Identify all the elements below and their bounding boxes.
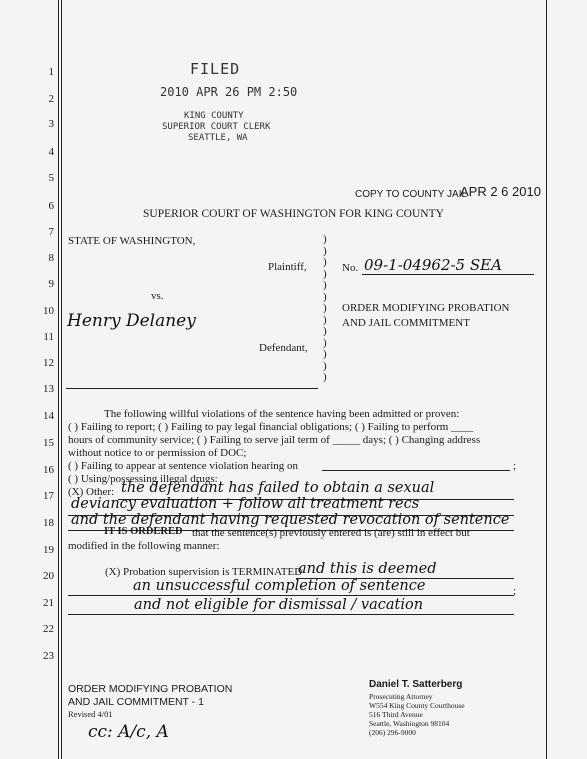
violations-other-label: (X) Other: xyxy=(68,486,115,498)
line-number: 2 xyxy=(48,93,54,105)
line-number: 16 xyxy=(43,464,54,476)
defendant-name-handwritten: Henry Delaney xyxy=(67,311,196,331)
probation-handwritten-line3: and not eligible for dismissal / vacation xyxy=(134,597,424,613)
line-number: 10 xyxy=(43,305,54,317)
probation-line3-rule xyxy=(68,614,514,615)
filed-stamp-title: FILED xyxy=(190,60,241,78)
line-number: 1 xyxy=(48,66,54,78)
violations-line5: ( ) Using/possessing illegal drugs: xyxy=(68,473,218,485)
probation-end: ; xyxy=(513,585,517,597)
violations-intro: The following willful violations of the sentence having been admitted or proven: xyxy=(104,408,460,420)
violations-line4: ( ) Failing to appear at sentence violation hearing on xyxy=(68,460,299,472)
line-number: 19 xyxy=(43,544,54,556)
line-number: 8 xyxy=(48,252,54,264)
case-number-label: No. xyxy=(342,262,359,274)
violations-line2: hours of community service; ( ) Failing to serve jail term of _____ days; ( ) Changing address xyxy=(68,434,481,446)
line-number: 20 xyxy=(43,570,54,582)
filed-stamp-line1: KING COUNTY xyxy=(184,111,244,121)
caption-plaintiff: Plaintiff, xyxy=(268,261,307,273)
copy-to-jail-date: APR 2 6 2010 xyxy=(460,184,541,199)
attorney-office: W554 King County Courthouse xyxy=(369,701,465,710)
order-title-line1: ORDER MODIFYING PROBATION xyxy=(342,302,510,314)
attorney-title: Prosecuting Attorney xyxy=(369,692,433,701)
filed-stamp-line2: SUPERIOR COURT CLERK xyxy=(162,122,271,132)
caption-bottom-line xyxy=(66,388,318,389)
footer-title-line1: ORDER MODIFYING PROBATION xyxy=(68,683,233,695)
ordered-heading: IT IS ORDERED xyxy=(104,526,183,537)
line-number: 7 xyxy=(48,226,54,238)
line-number: 6 xyxy=(48,200,54,212)
probation-line2-rule xyxy=(68,595,514,596)
footer-title-line2: AND JAIL COMMITMENT - 1 xyxy=(68,696,204,708)
order-title-line2: AND JAIL COMMITMENT xyxy=(342,317,470,329)
probation-handwritten-line2: an unsuccessful completion of sentence xyxy=(133,578,426,594)
line-number: 5 xyxy=(48,172,54,184)
line-number: 13 xyxy=(43,383,54,395)
line-number: 12 xyxy=(43,357,54,369)
line-number: 21 xyxy=(43,597,54,609)
attorney-address: 516 Third Avenue xyxy=(369,710,423,719)
line-number: 11 xyxy=(43,331,54,343)
left-margin-rule-inner xyxy=(61,0,62,759)
filed-stamp-line3: SEATTLE, WA xyxy=(188,133,248,143)
court-title: SUPERIOR COURT OF WASHINGTON FOR KING COUNTY xyxy=(143,208,444,220)
attorney-phone: (206) 296-9000 xyxy=(369,728,416,737)
case-number-line xyxy=(362,274,534,275)
other-handwritten-line2: deviancy evaluation + follow all treatment recs xyxy=(71,496,420,512)
line-number: 18 xyxy=(43,517,54,529)
line-number: 15 xyxy=(43,437,54,449)
probation-terminated: (X) Probation supervision is TERMINATED xyxy=(105,566,303,578)
probation-handwritten-line1: and this is deemed xyxy=(298,561,437,577)
caption-state: STATE OF WASHINGTON, xyxy=(68,235,196,247)
violations-line4-end: ; xyxy=(513,460,517,472)
ordered-text-line2: modified in the following manner: xyxy=(68,540,220,552)
line-number: 22 xyxy=(43,623,54,635)
caption-defendant: Defendant, xyxy=(259,342,308,354)
filed-stamp-date: 2010 APR 26 PM 2:50 xyxy=(160,85,298,99)
other-handwritten-line1: the defendant has failed to obtain a sexual xyxy=(121,480,435,496)
line-number: 23 xyxy=(43,650,54,662)
other-handwritten-line3: and the defendant having requested revocation of sentence xyxy=(71,512,510,528)
copy-to-jail-stamp: COPY TO COUNTY JAIL xyxy=(355,189,468,200)
left-margin-rule xyxy=(58,0,59,759)
caption-parens: ) ) ) ) ) ) ) ) ) ) ) ) ) xyxy=(323,233,327,383)
line-number: 3 xyxy=(48,118,54,130)
hearing-date-line xyxy=(322,470,510,471)
footer-revised: Revised 4/01 xyxy=(68,709,113,719)
attorney-name: Daniel T. Satterberg xyxy=(369,679,463,690)
line-number: 9 xyxy=(48,278,54,290)
attorney-city: Seattle, Washington 98104 xyxy=(369,719,450,728)
case-number-handwritten: 09-1-04962-5 SEA xyxy=(364,256,502,274)
violations-line1: ( ) Failing to report; ( ) Failing to pay legal financial obligations; ( ) Failing to perform ____ xyxy=(68,421,474,433)
right-margin-rule xyxy=(546,0,547,759)
line-number: 4 xyxy=(48,146,54,158)
cc-handwritten: cc: A/c, A xyxy=(88,722,169,742)
line-number: 14 xyxy=(43,410,54,422)
ordered-text: that the sentence(s) previously entered is (are) still in effect but xyxy=(192,527,470,539)
line-number: 17 xyxy=(43,490,54,502)
violations-line3: without notice to or permission of DOC; xyxy=(68,447,247,459)
caption-vs: vs. xyxy=(151,290,164,302)
